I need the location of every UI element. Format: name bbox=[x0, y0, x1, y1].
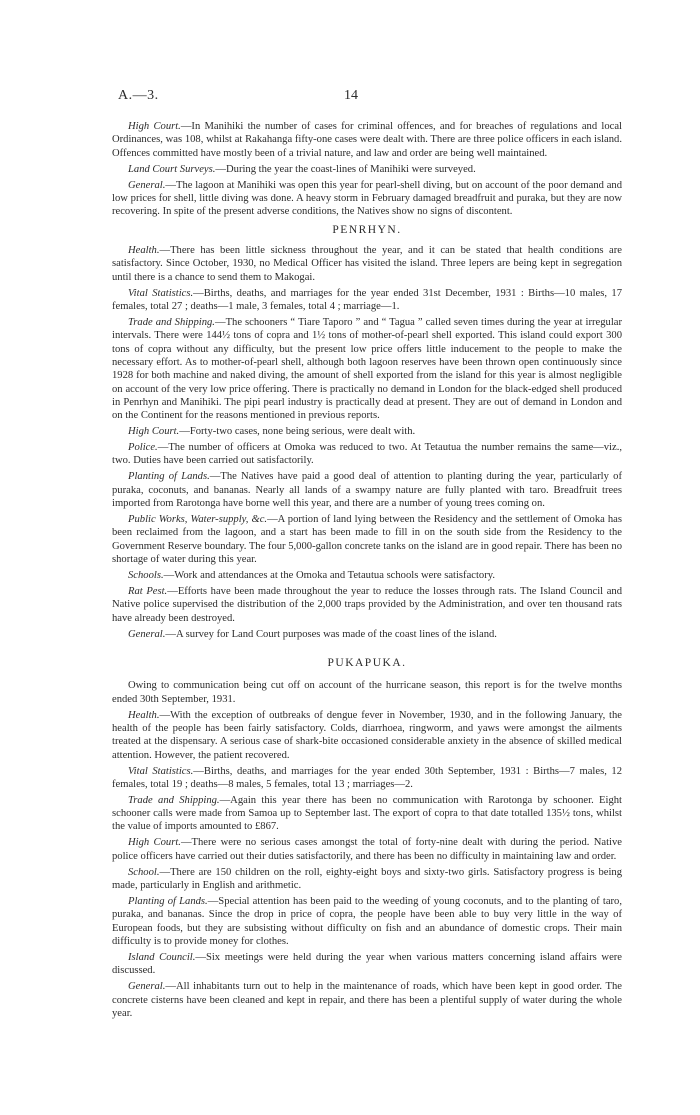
paragraph-text: —Six meetings were held during the year when various matters concerning island affairs were discussed. bbox=[112, 951, 623, 977]
paragraph-text: —Births, deaths, and marriages for the year ended 30th September, 1931 : Births—7 males, 12 females, total 19 ; deaths—8 males, 5 females, total 13 ; marriages—2. bbox=[112, 765, 622, 790]
paragraph bbox=[112, 895, 622, 948]
paragraph-heading: School. bbox=[128, 866, 160, 878]
paragraph-text: —In Manihiki the number of cases for criminal offences, and for breaches of regulations and local Ordinances, was 108, whilst at Rakahanga fifty-one cases were dealt with. There are three police officers in each island. Offences committed have mostly been of a trivial nature, and law and order are being well maintained. bbox=[112, 121, 622, 159]
page-reference: A.—3. bbox=[118, 88, 159, 103]
paragraph-heading: Rat Pest. bbox=[128, 585, 168, 597]
paragraph bbox=[112, 120, 622, 160]
paragraph-text: —There has been little sickness throughout the year, and it can be stated that health conditions are satisfactory. Since October, 1930, no Medical Officer has visited the island. Three lepers are being kept in segregation until there is a chance to send them to Makogai. bbox=[112, 244, 622, 283]
paragraph-text: —All inhabitants turn out to help in the maintenance of roads, which have been kept in good order. The concrete cisterns have been cleaned and kept in repair, and there has been a plentiful supply of water during the whole year. bbox=[112, 981, 622, 1019]
paragraph-text: —The lagoon at Manihiki was open this year for pearl-shell diving, but on account of the poor demand and low prices for shell, little diving was done. A heavy storm in February damaged breadfruit and puraka, but they are now recovering. In spite of the present adverse conditions, the Natives show no signs of discontent. bbox=[112, 179, 622, 218]
paragraph-text: —During the year the coast-lines of Manihiki were surveyed. bbox=[215, 163, 476, 175]
paragraph bbox=[112, 425, 622, 438]
paragraph-text: —Special attention has been paid to the weeding of young coconuts, and to the planting of taro, puraka, and bananas. Since the drop in price of copra, the people have been able to buy very little in the way of European foods, but they are subsisting without difficulty on fish and an abundance of domestic crops. Their main difficulty is to provide money for clothes. bbox=[112, 895, 622, 947]
paragraph-text: —Forty-two cases, none being serious, were dealt with. bbox=[179, 426, 416, 438]
paragraph-heading: High Court. bbox=[128, 837, 181, 849]
paragraph-heading: Trade and Shipping. bbox=[128, 316, 215, 328]
page-number: 14 bbox=[344, 88, 358, 103]
paragraph bbox=[112, 163, 622, 176]
paragraph-heading: General. bbox=[128, 179, 166, 191]
paragraph-heading: Vital Statistics. bbox=[128, 287, 194, 299]
paragraph-heading: General. bbox=[128, 628, 166, 640]
paragraph bbox=[112, 679, 622, 706]
page-header bbox=[0, 88, 700, 108]
paragraph bbox=[112, 244, 622, 284]
paragraph-text: —There were no serious cases amongst the total of forty-nine dealt with during the period. Native police officers have carried out their duties satisfactorily, and there has been no difficulty in maintaining law and order. bbox=[112, 837, 623, 862]
paragraph-heading: Schools. bbox=[128, 570, 164, 581]
paragraph bbox=[112, 569, 622, 582]
paragraph bbox=[112, 794, 622, 834]
paragraph-text: —Efforts have been made throughout the year to reduce the losses through rats. The Island Council and Native police supervised the distribution of the 2,000 traps provided by the Administration, and over ten thousand rats have already been destroyed. bbox=[112, 585, 622, 624]
paragraph bbox=[112, 765, 622, 792]
paragraph bbox=[112, 287, 622, 314]
document-body bbox=[112, 120, 622, 1023]
paragraph-text: —Work and attendances at the Omoka and Tetautua schools were satisfactory. bbox=[163, 570, 496, 581]
paragraph-heading: Health. bbox=[128, 709, 160, 721]
paragraph bbox=[112, 316, 622, 423]
paragraph-text: —A survey for Land Court purposes was made of the coast lines of the island. bbox=[165, 628, 497, 640]
paragraph bbox=[112, 951, 622, 978]
paragraph bbox=[112, 441, 622, 468]
paragraph bbox=[112, 836, 622, 863]
paragraph-heading: Trade and Shipping. bbox=[128, 794, 220, 806]
paragraph-text: —The Natives have paid a good deal of attention to planting during the year, particularly of puraka, coconuts, and bananas. Nearly all lands of a swampy nature are fully planted with taro. Breadfruit trees imported from Rarotonga have borne well this year, and there are a number of young trees coming on. bbox=[112, 471, 622, 510]
paragraph-text: —Births, deaths, and marriages for the year ended 31st December, 1931 : Births—10 males, 17 females, total 27 ; deaths—1 male, 3 females, total 4 ; marriage—1. bbox=[112, 287, 622, 312]
paragraph-heading: Vital Statistics. bbox=[128, 765, 194, 777]
paragraph-heading: Police. bbox=[128, 442, 158, 454]
paragraph-heading: Public Works, Water-supply, &c. bbox=[128, 514, 268, 526]
paragraph-heading: High Court. bbox=[128, 426, 180, 438]
paragraph-heading: Health. bbox=[128, 244, 160, 256]
paragraph-heading: High Court. bbox=[128, 121, 181, 132]
paragraph bbox=[112, 585, 622, 625]
section-title: PENRHYN. bbox=[332, 223, 402, 236]
paragraph-text: —The number of officers at Omoka was reduced to two. At Tetautua the number remains the same—viz., two. Duties have been carried out satisfactorily. bbox=[112, 442, 622, 467]
paragraph-heading: Planting of Lands. bbox=[128, 895, 208, 907]
paragraph bbox=[112, 709, 622, 762]
paragraph-heading: Planting of Lands. bbox=[128, 471, 210, 483]
paragraph-heading: Island Council. bbox=[128, 951, 196, 963]
paragraph-text: Owing to communication being cut off on account of the hurricane season, this report is for the twelve months ended 30th September, 1931. bbox=[112, 680, 622, 705]
paragraph bbox=[112, 179, 622, 219]
paragraph-heading: Land Court Surveys. bbox=[128, 163, 216, 175]
paragraph-heading: General. bbox=[128, 981, 166, 993]
paragraph bbox=[112, 980, 622, 1020]
paragraph-text: —With the exception of outbreaks of dengue fever in November, 1930, and in the following January, the health of the people has been fairly satisfactory. Colds, diarrhoea, ringworm, and yaws were amongst the ailments treated at the dispensary. A serious case of shark-bite occasioned considerable anxiety in the absence of skilled medical attention. However, the patient recovered. bbox=[112, 709, 622, 761]
section-title: PUKAPUKA. bbox=[327, 656, 407, 669]
paragraph bbox=[112, 470, 622, 510]
paragraph-text: —The schooners “ Tiare Taporo ” and “ Tagua ” called seven times during the year at irregular intervals. There were 144½ tons of copra and 1½ tons of mother-of-pearl shell exported. This island could export 300 tons of copra without any difficulty, but the present low price offers little inducement to the people to make the necessary effort. As to mother-of-pearl shell, although both lagoon reserves have been thrown open continuously since 1928 for both machine and naked diving, the amount of shell exported from the island for this year is almost negligible on account of the very low price offering. There is practically no demand in London for the black-edged shell produced in Penrhyn and Manihiki. The pipi pearl industry is practically dead at present. They are out of demand in London and on the Continent for the reasons mentioned in previous reports. bbox=[112, 316, 623, 422]
paragraph-text: —Again this year there has been no communication with Rarotonga by schooner. Eight schooner calls were made from Samoa up to September last. The export of copra to that date totalled 135½ tons, whilst the value of imports amounted to £867. bbox=[112, 794, 622, 833]
paragraph bbox=[112, 628, 622, 641]
paragraph-text: —A portion of land lying between the Residency and the settlement of Omoka has been reclaimed from the lagoon, and a start has been made to fill in on the south side from the Residency to the Government Reserve boundary. The four 5,000-gallon concrete tanks on the island are in good repair. There has been no shortage of water during this year. bbox=[112, 514, 622, 566]
paragraph bbox=[112, 513, 622, 566]
paragraph-text: —There are 150 children on the roll, eighty-eight boys and sixty-two girls. Satisfactory progress is being made, particularly in English and arithmetic. bbox=[112, 866, 622, 892]
paragraph bbox=[112, 866, 622, 893]
